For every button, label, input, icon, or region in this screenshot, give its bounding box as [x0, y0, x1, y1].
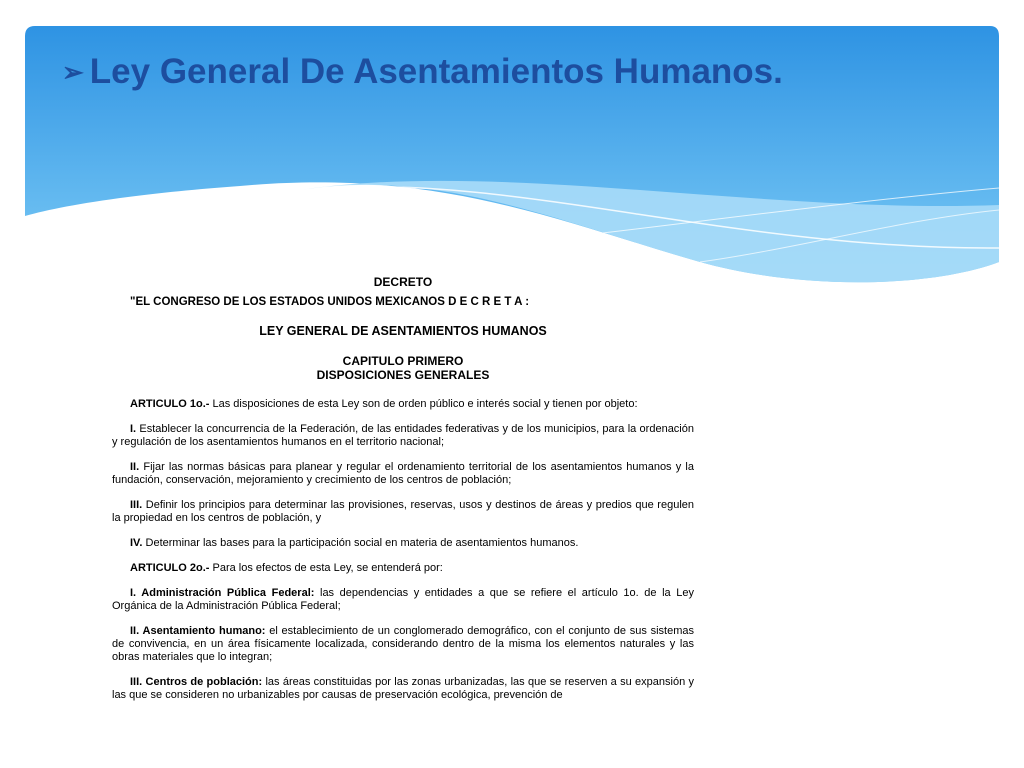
article-2-item [112, 676, 694, 702]
item-text: las áreas constituidas por las zonas urbanizadas, las que se reserven a su expansión y las que se consideren no urbanizables por causas de preservación ecológica, prevención de [112, 676, 694, 701]
article-2-item [112, 587, 694, 613]
item-text: Determinar las bases para la participación social en materia de asentamientos humanos. [142, 537, 579, 549]
arrow-bullet-icon: ➢ [62, 56, 84, 87]
item-text: Fijar las normas básicas para planear y regular el ordenamiento territorial de los asentamientos humanos y la fundación, conservación, mejoramiento y crecimiento de los centros de población; [112, 461, 694, 486]
article-1-lead: ARTICULO 1o.- [130, 398, 210, 410]
item-number: III. [130, 499, 143, 511]
slide-title [62, 52, 783, 92]
item-text: las dependencias y entidades a que se refiere el artículo 1o. de la Ley Orgánica de la Administración Pública Federal; [112, 587, 694, 612]
chapter-title: DISPOSICIONES GENERALES [316, 368, 490, 382]
article-1-item [112, 537, 694, 550]
item-text: Definir los principios para determinar las provisiones, reservas, usos y destinos de áreas y predios que regulen la propiedad en los centros de población, y [112, 499, 694, 524]
article-1-text: Las disposiciones de esta Ley son de orden público e interés social y tienen por objeto: [209, 398, 638, 410]
article-1-item [112, 423, 694, 449]
item-number: II. [130, 461, 140, 473]
chapter-heading [112, 354, 694, 382]
article-1-paragraph [112, 398, 694, 411]
chapter-number: CAPITULO PRIMERO [342, 354, 464, 368]
item-term: I. Administración Pública Federal: [130, 587, 315, 599]
article-1-item [112, 461, 694, 487]
slide-title-text: Ley General De Asentamientos Humanos. [89, 52, 783, 91]
item-number: I. [130, 423, 137, 435]
item-number: IV. [130, 537, 143, 549]
article-2-lead: ARTICULO 2o.- [130, 562, 210, 574]
article-2-paragraph [112, 562, 694, 575]
decree-heading: DECRETO [373, 275, 433, 289]
article-1-item [112, 499, 694, 525]
article-2-text: Para los efectos de esta Ley, se entenderá por: [209, 562, 443, 574]
article-2-item [112, 625, 694, 664]
item-term: III. Centros de población: [130, 676, 263, 688]
decree-document-image [112, 276, 694, 714]
item-text: Establecer la concurrencia de la Federación, de las entidades federativas y de los municipios, para la ordenación y regulación de los asentamientos humanos en el territorio nacional; [112, 423, 694, 448]
congreso-line: "EL CONGRESO DE LOS ESTADOS UNIDOS MEXICANOS D E C R E T A : [130, 296, 530, 308]
item-term: II. Asentamiento humano: [130, 625, 266, 637]
item-text: el establecimiento de un conglomerado demográfico, con el conjunto de sus sistemas de convivencia, en un área físicamente localizada, considerando dentro de la misma los elementos naturales y las obras materiales que lo integran; [112, 625, 695, 663]
slide-header-banner [0, 0, 1024, 300]
law-title: LEY GENERAL DE ASENTAMIENTOS HUMANOS [259, 324, 547, 338]
